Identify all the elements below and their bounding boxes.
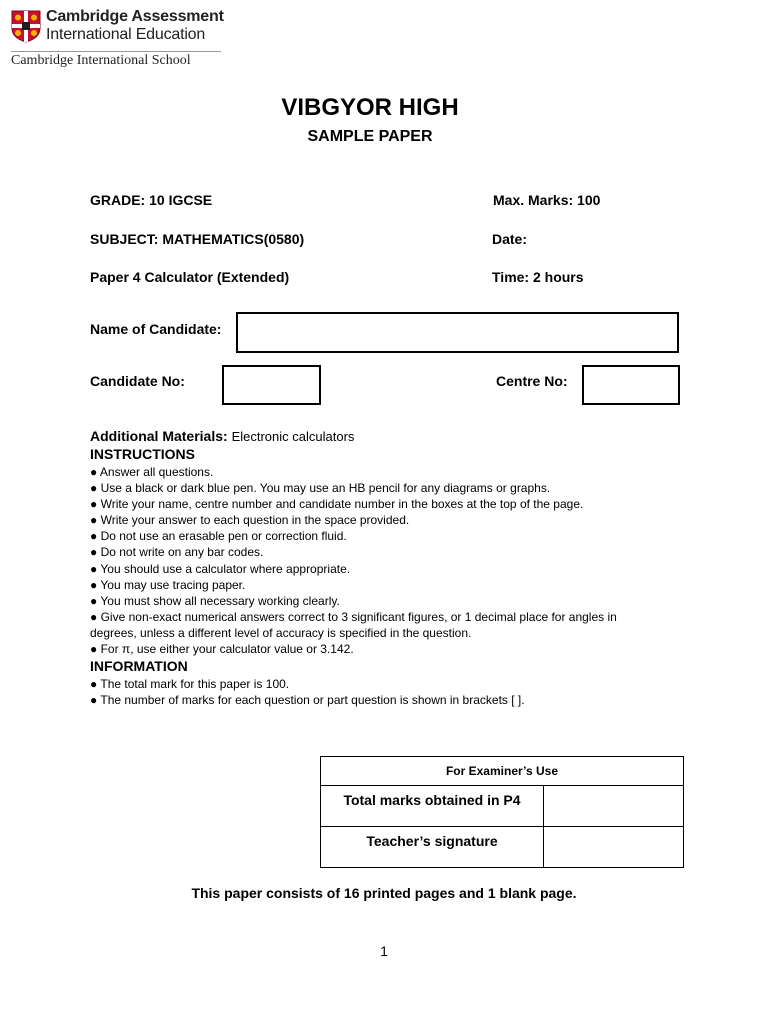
paper-label: Paper 4 Calculator (Extended) (90, 269, 290, 285)
candidate-name-label: Name of Candidate: (90, 321, 222, 337)
teacher-signature-label: Teacher’s signature (321, 827, 544, 868)
centre-no-box[interactable] (582, 365, 680, 405)
list-item: ● Use a black or dark blue pen. You may use an HB pencil for any diagrams or graphs. (90, 481, 551, 496)
list-item: ● The number of marks for each question or part question is shown in brackets [ ]. (90, 693, 525, 708)
list-item: ● Do not write on any bar codes. (90, 545, 264, 560)
additional-materials-label: Additional Materials: (90, 428, 228, 444)
shield-crest-icon (11, 10, 41, 43)
school-title: VIBGYOR HIGH (281, 94, 459, 121)
total-marks-label: Total marks obtained in P4 (321, 786, 544, 827)
additional-materials (90, 428, 354, 444)
additional-materials-value: Electronic calculators (231, 429, 355, 444)
page-number: 1 (380, 943, 388, 959)
max-marks-label: Max. Marks: 100 (493, 192, 601, 208)
paper-type-title: SAMPLE PAPER (307, 128, 433, 145)
org-name-line2: International Education (46, 26, 206, 43)
list-item: ● The total mark for this paper is 100. (90, 677, 290, 691)
information-list (90, 676, 660, 708)
table-row (321, 786, 684, 827)
list-item: ● Write your name, centre number and candidate number in the boxes at the top of the page. (90, 497, 584, 512)
org-name-line1: Cambridge Assessment (46, 8, 224, 25)
table-row (321, 827, 684, 868)
date-label: Date: (492, 231, 528, 247)
subject-label: SUBJECT: MATHEMATICS(0580) (90, 231, 305, 247)
instructions-heading: INSTRUCTIONS (90, 446, 195, 462)
information-heading: INFORMATION (90, 658, 188, 674)
list-item: ● You should use a calculator where appropriate. (90, 561, 351, 576)
grade-label: GRADE: 10 IGCSE (90, 192, 213, 208)
instructions-list (90, 464, 660, 657)
list-item: ● Give non-exact numerical answers correct to 3 significant figures, or 1 decimal place for angles in degrees, unless a different level of accuracy is specified in the question. (90, 609, 617, 640)
logo-divider (11, 51, 221, 52)
candidate-no-box[interactable] (222, 365, 321, 405)
candidate-no-label: Candidate No: (90, 373, 185, 389)
candidate-name-box[interactable] (236, 312, 679, 353)
centre-no-label: Centre No: (496, 373, 568, 389)
list-item: ● You may use tracing paper. (90, 577, 246, 592)
time-label: Time: 2 hours (492, 269, 584, 285)
examiner-use-table (320, 756, 684, 868)
page-count-note: This paper consists of 16 printed pages and 1 blank page. (191, 885, 577, 901)
list-item: ● Answer all questions. (90, 465, 214, 479)
total-marks-cell[interactable] (544, 786, 684, 827)
list-item: ● For π, use either your calculator value or 3.142. (90, 642, 354, 657)
school-network-name: Cambridge International School (11, 53, 191, 68)
list-item: ● You must show all necessary working clearly. (90, 593, 340, 608)
examiner-use-header: For Examiner’s Use (321, 757, 684, 786)
teacher-signature-cell[interactable] (544, 827, 684, 868)
list-item: ● Do not use an erasable pen or correction fluid. (90, 529, 347, 544)
list-item: ● Write your answer to each question in the space provided. (90, 513, 410, 528)
